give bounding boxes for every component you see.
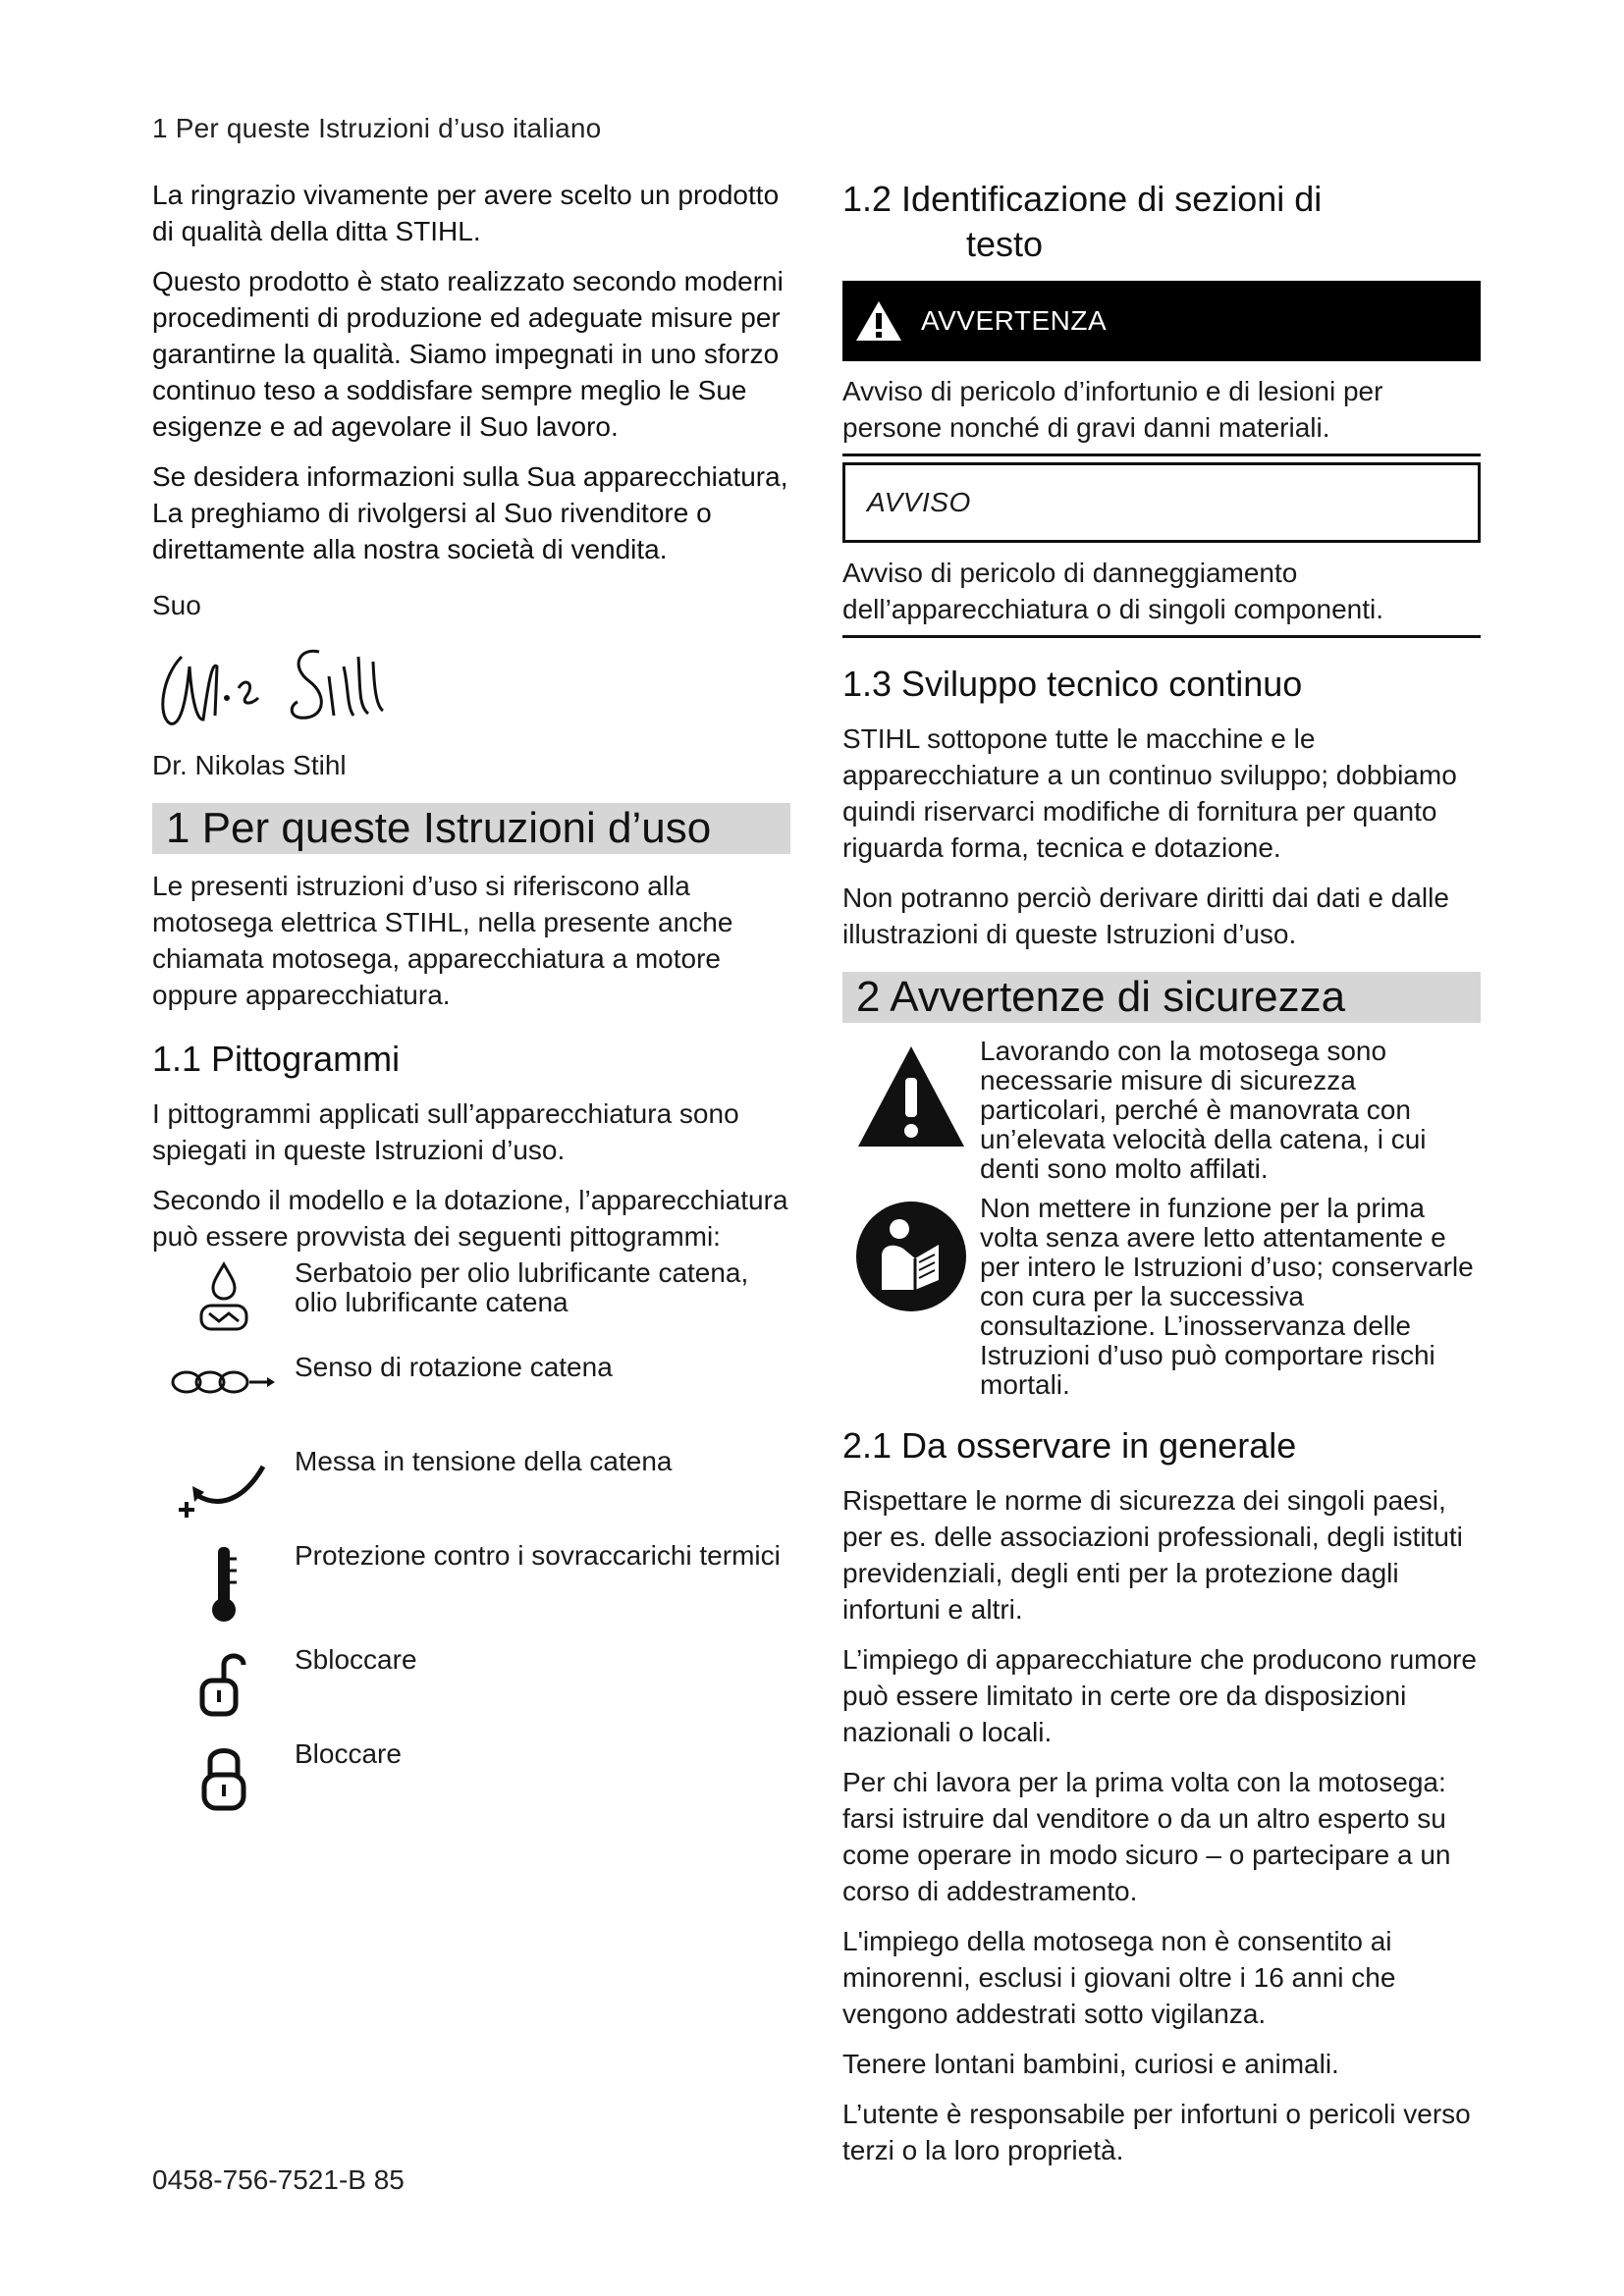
page-footer: 0458-756-7521-B 85 bbox=[152, 2164, 405, 2195]
warning-banner bbox=[842, 281, 1481, 361]
chain-rotation-icon bbox=[152, 1353, 295, 1431]
section-2-1-paragraph-6: L’utente è responsabile per infortuni o pericoli verso terzi o la loro proprietà. bbox=[842, 2099, 1471, 2165]
pictogram-label: Serbatoio per olio lubrificante catena, olio lubrificante catena bbox=[295, 1257, 749, 1317]
warning-description: Avviso di pericolo d’infortunio e di lesioni per persone nonché di gravi danni materiali. bbox=[842, 376, 1383, 443]
divider bbox=[842, 635, 1481, 638]
notice-label: AVVISO bbox=[867, 487, 971, 517]
section-1-1-paragraph-2: Secondo il modello e la dotazione, l’apparecchiatura può essere provvista dei seguenti pittogrammi: bbox=[152, 1185, 788, 1252]
pictogram-row bbox=[152, 1541, 790, 1629]
notice-banner bbox=[842, 462, 1481, 543]
unlock-icon bbox=[152, 1645, 295, 1724]
oil-tank-icon bbox=[152, 1258, 295, 1337]
section-1-3-paragraph-2: Non potranno perciò derivare diritti dai dati e dalle illustrazioni di queste Istruzioni d’uso. bbox=[842, 882, 1449, 949]
pictogram-row bbox=[152, 1645, 790, 1724]
closing-word: Suo bbox=[152, 590, 201, 620]
section-2-1-paragraph-3: Per chi lavora per la prima volta con la motosega: farsi istruire dal venditore o da un altro esperto su come operare in modo sicuro – o partecipare a un corso di addestramento. bbox=[842, 1767, 1451, 1906]
pictogram-row bbox=[152, 1739, 790, 1818]
section-2-1-paragraph-1: Rispettare le norme di sicurezza dei singoli paesi, per es. delle associazioni professionali, degli istituti previdenziali, degli enti per la protezione dagli infortuni e altri. bbox=[842, 1485, 1463, 1625]
lock-icon bbox=[152, 1739, 295, 1818]
section-1-1-paragraph-1: I pittogrammi applicati sull’apparecchiatura sono spiegati in queste Istruzioni d’uso. bbox=[152, 1098, 739, 1165]
safety-warning-row bbox=[842, 1037, 1481, 1184]
intro-paragraph-1: La ringrazio vivamente per avere scelto un prodotto di qualità della ditta STIHL. bbox=[152, 180, 780, 246]
pictogram-label: Messa in tensione della catena bbox=[295, 1446, 673, 1476]
read-manual-text: Non mettere in funzione per la prima volta senza avere letto attentamente e per intero le Istruzioni d’uso; conservarle con cura per la successiva consultazione. L’inosservanza delle Istruzioni d’uso può comportare rischi mortali. bbox=[980, 1193, 1474, 1400]
right-column bbox=[842, 177, 1481, 2182]
section-1-2-heading-line-2: testo bbox=[966, 224, 1044, 264]
warning-triangle-icon bbox=[842, 1037, 980, 1150]
intro-paragraph-2: Questo prodotto è stato realizzato secondo moderni procedimenti di produzione ed adeguate misure per garantirne la qualità. Siamo impegnati in uno sforzo continuo teso a soddisfare sempre meglio le Sue esigenze e ad agevolare il Suo lavoro. bbox=[152, 266, 784, 442]
intro-paragraph-3: Se desidera informazioni sulla Sua apparecchiatura, La preghiamo di rivolgersi al Suo rivenditore o direttamente alla nostra società di vendita. bbox=[152, 461, 788, 564]
pictogram-label: Bloccare bbox=[295, 1738, 402, 1769]
section-1-2-heading bbox=[842, 177, 1481, 267]
safety-warning-text: Lavorando con la motosega sono necessarie misure di sicurezza particolari, perché è manovrata con un’elevata velocità della catena, i cui denti sono molto affilati. bbox=[980, 1036, 1427, 1184]
section-2-heading: 2 Avvertenze di sicurezza bbox=[842, 972, 1481, 1023]
pictogram-label: Protezione contro i sovraccarichi termici bbox=[295, 1540, 781, 1571]
section-2-1-heading: 2.1 Da osservare in generale bbox=[842, 1425, 1297, 1466]
pictogram-row bbox=[152, 1353, 790, 1431]
pictogram-row bbox=[152, 1447, 790, 1525]
signature-image bbox=[152, 637, 407, 735]
pictogram-label: Sbloccare bbox=[295, 1644, 417, 1675]
page-header: 1 Per queste Istruzioni d’uso italiano bbox=[152, 113, 602, 143]
section-1-3-paragraph-1: STIHL sottopone tutte le macchine e le apparecchiature a un continuo sviluppo; dobbiamo quindi riservarci modifiche di fornitura per quanto riguarda forma, tecnica e dotazione. bbox=[842, 723, 1457, 863]
section-1-3-heading: 1.3 Sviluppo tecnico continuo bbox=[842, 664, 1303, 704]
thermometer-icon bbox=[152, 1541, 295, 1629]
pictogram-row bbox=[152, 1258, 790, 1337]
section-2-1-paragraph-2: L’impiego di apparecchiature che producono rumore può essere limitato in certe ore da disposizioni nazionali o locali. bbox=[842, 1644, 1477, 1747]
read-manual-icon bbox=[842, 1194, 980, 1313]
notice-description: Avviso di pericolo di danneggiamento dell’apparecchiatura o di singoli componenti. bbox=[842, 558, 1384, 624]
section-2-1-paragraph-5: Tenere lontani bambini, curiosi e animali. bbox=[842, 2049, 1339, 2079]
section-2-1-paragraph-4: L'impiego della motosega non è consentito ai minorenni, esclusi i giovani oltre i 16 anni che vengono addestrati sotto vigilanza. bbox=[842, 1926, 1396, 2029]
divider bbox=[842, 454, 1481, 456]
pictogram-label: Senso di rotazione catena bbox=[295, 1352, 613, 1382]
section-1-1-heading: 1.1 Pittogrammi bbox=[152, 1039, 401, 1079]
warning-triangle-icon bbox=[854, 298, 903, 344]
warning-label: AVVERTENZA bbox=[921, 305, 1108, 336]
section-1-heading: 1 Per queste Istruzioni d’uso bbox=[152, 803, 790, 854]
left-column bbox=[152, 177, 790, 1834]
section-1-body: Le presenti istruzioni d’uso si riferiscono alla motosega elettrica STIHL, nella presente anche chiamata motosega, apparecchiatura a motore oppure apparecchiatura. bbox=[152, 871, 733, 1010]
section-1-2-heading-line-1: 1.2 Identificazione di sezioni di bbox=[842, 179, 1323, 219]
signer-name: Dr. Nikolas Stihl bbox=[152, 750, 347, 780]
read-manual-row bbox=[842, 1194, 1481, 1400]
chain-tension-icon bbox=[152, 1447, 295, 1525]
